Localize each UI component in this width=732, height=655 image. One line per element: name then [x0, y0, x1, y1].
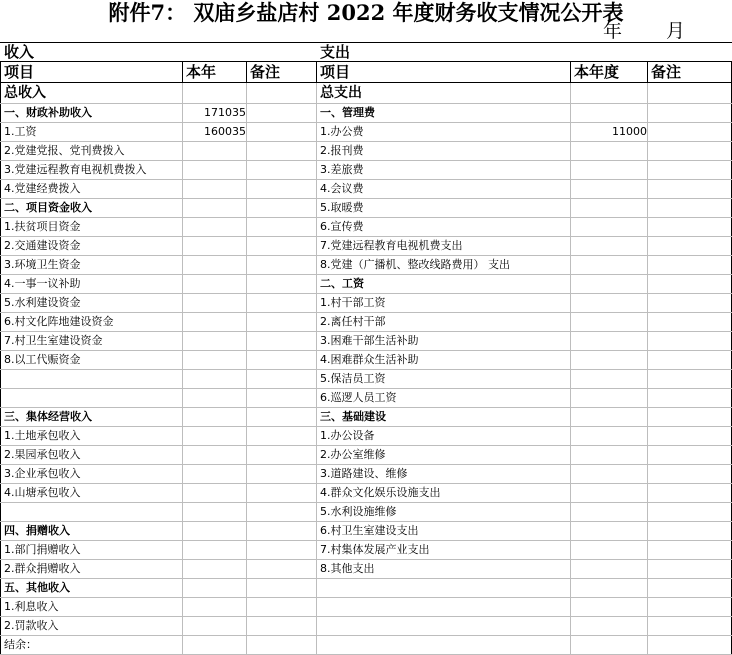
income-amount-cell — [183, 446, 247, 465]
expense-remark-cell — [648, 427, 732, 446]
expense-remark-cell — [648, 294, 732, 313]
income-item-cell: 6.村文化阵地建设资金 — [1, 313, 183, 332]
expense-remark-cell — [648, 142, 732, 161]
income-remark-cell — [247, 237, 317, 256]
table-row — [1, 332, 732, 351]
expense-remark-cell — [648, 522, 732, 541]
expense-item-cell: 8.党建（广播机、整改线路费用） 支出 — [317, 256, 571, 275]
income-item-cell: 2.群众捐赠收入 — [1, 560, 183, 579]
income-remark-cell — [247, 104, 317, 123]
expense-remark-cell — [648, 275, 732, 294]
expense-amount-cell — [571, 636, 648, 655]
col-remark-header: 备注 — [247, 62, 317, 83]
income-remark-cell — [247, 199, 317, 218]
table-row — [1, 617, 732, 636]
expense-amount-cell — [571, 294, 648, 313]
expense-item-cell: 3.差旅费 — [317, 161, 571, 180]
expense-remark-cell — [648, 161, 732, 180]
expense-remark-cell — [648, 560, 732, 579]
income-remark-cell — [247, 503, 317, 522]
expense-remark-cell — [648, 446, 732, 465]
col-item-header: 项目 — [1, 62, 183, 83]
expense-amount-cell — [571, 275, 648, 294]
income-amount-cell — [183, 142, 247, 161]
income-amount-cell — [183, 237, 247, 256]
income-amount-cell — [183, 617, 247, 636]
expense-item-cell: 2.办公室维修 — [317, 446, 571, 465]
income-item-cell: 三、集体经营收入 — [1, 408, 183, 427]
income-item-cell: 1.土地承包收入 — [1, 427, 183, 446]
expense-item-cell: 8.其他支出 — [317, 560, 571, 579]
income-remark-cell — [247, 446, 317, 465]
income-item-cell: 3.党建远程教育电视机费拨入 — [1, 161, 183, 180]
income-amount-cell — [183, 598, 247, 617]
income-item-cell — [1, 503, 183, 522]
expense-remark-cell — [648, 598, 732, 617]
expense-remark-cell — [648, 83, 732, 104]
expense-amount-cell — [571, 218, 648, 237]
expense-item-cell: 4.会议费 — [317, 180, 571, 199]
expense-item-cell — [317, 579, 571, 598]
expense-item-cell: 5.保洁员工资 — [317, 370, 571, 389]
income-remark-cell — [247, 275, 317, 294]
income-amount-cell — [183, 522, 247, 541]
income-item-cell: 1.利息收入 — [1, 598, 183, 617]
table-row — [1, 560, 732, 579]
income-item-cell: 2.果园承包收入 — [1, 446, 183, 465]
income-section-label: 收入 — [4, 43, 35, 61]
table-row — [1, 522, 732, 541]
table-row — [1, 389, 732, 408]
table-row — [1, 256, 732, 275]
table-row — [1, 275, 732, 294]
expense-amount-cell — [571, 598, 648, 617]
income-remark-cell — [247, 560, 317, 579]
income-amount-cell — [183, 351, 247, 370]
expense-item-cell: 三、基础建设 — [317, 408, 571, 427]
expense-amount-cell — [571, 237, 648, 256]
expense-remark-cell — [648, 465, 732, 484]
table-row — [1, 142, 732, 161]
expense-amount-cell — [571, 313, 648, 332]
table-row — [1, 294, 732, 313]
income-item-cell: 8.以工代赈资金 — [1, 351, 183, 370]
expense-amount-cell — [571, 503, 648, 522]
expense-item-cell — [317, 636, 571, 655]
col-this-year-header: 本年 — [183, 62, 247, 83]
income-item-cell: 2.罚款收入 — [1, 617, 183, 636]
income-item-cell: 4.山塘承包收入 — [1, 484, 183, 503]
income-remark-cell — [247, 313, 317, 332]
expense-amount-cell — [571, 161, 648, 180]
income-item-cell: 4.党建经费拨入 — [1, 180, 183, 199]
income-remark-cell — [247, 617, 317, 636]
expense-amount-cell — [571, 617, 648, 636]
income-amount-cell: 171035 — [183, 104, 247, 123]
expense-section-label: 支出 — [320, 43, 351, 61]
income-amount-cell — [183, 503, 247, 522]
page-title: 附件7： 双庙乡盐店村 2022 年度财务收支情况公开表 — [108, 0, 624, 25]
income-item-cell: 3.环境卫生资金 — [1, 256, 183, 275]
table-row — [1, 484, 732, 503]
income-remark-cell — [247, 579, 317, 598]
col-item2-header: 项目 — [317, 62, 571, 83]
expense-remark-cell — [648, 370, 732, 389]
expense-remark-cell — [648, 237, 732, 256]
expense-item-cell: 6.宣传费 — [317, 218, 571, 237]
expense-item-cell: 1.办公设备 — [317, 427, 571, 446]
expense-amount-cell — [571, 522, 648, 541]
income-amount-cell — [183, 161, 247, 180]
expense-remark-cell — [648, 617, 732, 636]
income-amount-cell — [183, 256, 247, 275]
income-item-cell: 总收入 — [1, 83, 183, 104]
table-row — [1, 598, 732, 617]
expense-amount-cell — [571, 484, 648, 503]
col-this-year2-header: 本年度 — [571, 62, 648, 83]
income-amount-cell — [183, 427, 247, 446]
income-amount-cell — [183, 465, 247, 484]
table-row — [1, 161, 732, 180]
income-amount-cell — [183, 199, 247, 218]
expense-remark-cell — [648, 579, 732, 598]
expense-remark-cell — [648, 256, 732, 275]
income-item-cell: 5.水利建设资金 — [1, 294, 183, 313]
expense-amount-cell — [571, 408, 648, 427]
income-item-cell: 五、其他收入 — [1, 579, 183, 598]
table-row — [1, 218, 732, 237]
expense-item-cell: 总支出 — [317, 83, 571, 104]
income-item-cell: 2.交通建设资金 — [1, 237, 183, 256]
income-item-cell — [1, 389, 183, 408]
table-row — [1, 370, 732, 389]
income-remark-cell — [247, 294, 317, 313]
income-amount-cell: 160035 — [183, 123, 247, 142]
expense-amount-cell — [571, 579, 648, 598]
table-row — [1, 83, 732, 104]
income-amount-cell — [183, 389, 247, 408]
income-remark-cell — [247, 484, 317, 503]
table-row — [1, 237, 732, 256]
expense-remark-cell — [648, 123, 732, 142]
income-remark-cell — [247, 351, 317, 370]
income-item-cell: 1.工资 — [1, 123, 183, 142]
income-amount-cell — [183, 408, 247, 427]
income-item-cell: 二、项目资金收入 — [1, 199, 183, 218]
expense-remark-cell — [648, 180, 732, 199]
expense-amount-cell — [571, 256, 648, 275]
expense-amount-cell — [571, 560, 648, 579]
income-item-cell: 1.扶贫项目资金 — [1, 218, 183, 237]
expense-item-cell: 一、管理费 — [317, 104, 571, 123]
expense-remark-cell — [648, 218, 732, 237]
expense-item-cell — [317, 617, 571, 636]
expense-amount-cell — [571, 465, 648, 484]
expense-amount-cell — [571, 541, 648, 560]
income-amount-cell — [183, 370, 247, 389]
expense-remark-cell — [648, 199, 732, 218]
expense-item-cell: 4.群众文化娱乐设施支出 — [317, 484, 571, 503]
income-amount-cell — [183, 294, 247, 313]
income-amount-cell — [183, 313, 247, 332]
expense-amount-cell — [571, 104, 648, 123]
income-amount-cell — [183, 636, 247, 655]
month-label: 月 — [666, 20, 686, 42]
table-row — [1, 313, 732, 332]
expense-item-cell: 1.办公费 — [317, 123, 571, 142]
income-item-cell: 一、财政补助收入 — [1, 104, 183, 123]
income-item-cell: 3.企业承包收入 — [1, 465, 183, 484]
expense-amount-cell — [571, 332, 648, 351]
income-remark-cell — [247, 370, 317, 389]
date-row — [0, 26, 732, 43]
expense-item-cell: 7.村集体发展产业支出 — [317, 541, 571, 560]
income-item-cell: 1.部门捐赠收入 — [1, 541, 183, 560]
expense-item-cell: 3.困难干部生活补助 — [317, 332, 571, 351]
income-amount-cell — [183, 541, 247, 560]
income-remark-cell — [247, 83, 317, 104]
expense-remark-cell — [648, 541, 732, 560]
expense-remark-cell — [648, 408, 732, 427]
expense-remark-cell — [648, 389, 732, 408]
table-row — [1, 541, 732, 560]
table-row — [1, 446, 732, 465]
income-remark-cell — [247, 332, 317, 351]
expense-remark-cell — [648, 332, 732, 351]
income-item-cell — [1, 370, 183, 389]
year-label: 年 — [603, 20, 623, 42]
expense-item-cell: 5.水利设施维修 — [317, 503, 571, 522]
expense-amount-cell — [571, 389, 648, 408]
expense-item-cell — [317, 598, 571, 617]
expense-remark-cell — [648, 313, 732, 332]
expense-item-cell: 3.道路建设、维修 — [317, 465, 571, 484]
table-row — [1, 503, 732, 522]
income-remark-cell — [247, 180, 317, 199]
expense-remark-cell — [648, 351, 732, 370]
expense-remark-cell — [648, 484, 732, 503]
expense-item-cell: 4.困难群众生活补助 — [317, 351, 571, 370]
table-row — [1, 180, 732, 199]
income-remark-cell — [247, 636, 317, 655]
income-amount-cell — [183, 275, 247, 294]
income-item-cell: 7.村卫生室建设资金 — [1, 332, 183, 351]
income-remark-cell — [247, 389, 317, 408]
expense-item-cell: 7.党建远程教育电视机费支出 — [317, 237, 571, 256]
expense-amount-cell: 11000 — [571, 123, 648, 142]
income-amount-cell — [183, 560, 247, 579]
expense-remark-cell — [648, 503, 732, 522]
expense-item-cell: 二、工资 — [317, 275, 571, 294]
expense-amount-cell — [571, 83, 648, 104]
income-remark-cell — [247, 123, 317, 142]
expense-amount-cell — [571, 370, 648, 389]
expense-item-cell: 6.巡逻人员工资 — [317, 389, 571, 408]
col-remark2-header: 备注 — [648, 62, 732, 83]
table-row — [1, 351, 732, 370]
income-amount-cell — [183, 218, 247, 237]
income-item-cell: 结余： — [1, 636, 183, 655]
income-amount-cell — [183, 180, 247, 199]
expense-amount-cell — [571, 180, 648, 199]
expense-amount-cell — [571, 142, 648, 161]
income-remark-cell — [247, 161, 317, 180]
table-row — [1, 408, 732, 427]
expense-amount-cell — [571, 427, 648, 446]
income-remark-cell — [247, 465, 317, 484]
expense-item-cell: 2.离任村干部 — [317, 313, 571, 332]
expense-amount-cell — [571, 351, 648, 370]
expense-amount-cell — [571, 446, 648, 465]
income-remark-cell — [247, 541, 317, 560]
income-remark-cell — [247, 408, 317, 427]
income-amount-cell — [183, 332, 247, 351]
income-amount-cell — [183, 579, 247, 598]
expense-amount-cell — [571, 199, 648, 218]
income-remark-cell — [247, 256, 317, 275]
expense-item-cell: 2.报刊费 — [317, 142, 571, 161]
expense-remark-cell — [648, 636, 732, 655]
income-amount-cell — [183, 83, 247, 104]
column-header-row — [1, 62, 732, 83]
income-amount-cell — [183, 484, 247, 503]
table-row — [1, 199, 732, 218]
table-row — [1, 104, 732, 123]
table-row — [1, 123, 732, 142]
income-item-cell: 四、捐赠收入 — [1, 522, 183, 541]
income-remark-cell — [247, 598, 317, 617]
expense-item-cell: 5.取暖费 — [317, 199, 571, 218]
income-remark-cell — [247, 427, 317, 446]
income-remark-cell — [247, 142, 317, 161]
income-item-cell: 4.一事一议补助 — [1, 275, 183, 294]
income-remark-cell — [247, 522, 317, 541]
expense-remark-cell — [648, 104, 732, 123]
finance-table — [0, 61, 732, 655]
table-row — [1, 579, 732, 598]
income-item-cell: 2.党建党报、党刊费拨入 — [1, 142, 183, 161]
table-row — [1, 465, 732, 484]
income-remark-cell — [247, 218, 317, 237]
expense-item-cell: 1.村干部工资 — [317, 294, 571, 313]
expense-item-cell: 6.村卫生室建设支出 — [317, 522, 571, 541]
table-row — [1, 636, 732, 655]
table-row — [1, 427, 732, 446]
